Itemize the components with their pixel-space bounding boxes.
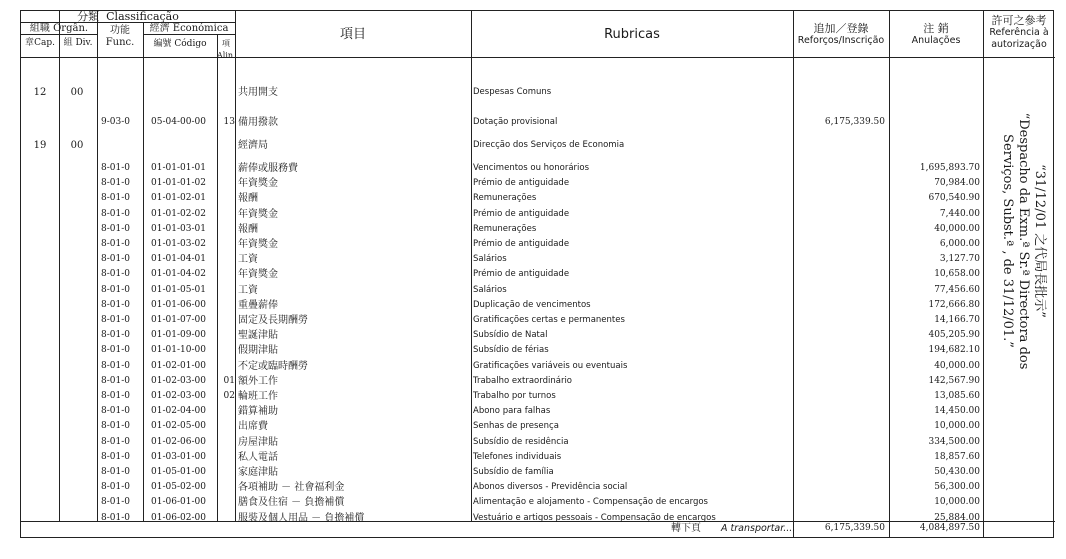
item-name-zh: 工資 <box>238 284 258 296</box>
item-name-zh: 報酬 <box>238 193 258 205</box>
table-row <box>21 374 1055 389</box>
item-name-zh: 各項補助 － 社會福利金 <box>238 482 345 494</box>
anulacao-amount: 40,000.00 <box>934 360 980 371</box>
table-row <box>21 419 1055 434</box>
economic-code: 01-02-06-00 <box>151 436 206 447</box>
functional-code: 8-01-0 <box>101 284 130 295</box>
item-name-zh: 額外工作 <box>238 375 278 387</box>
functional-code: 8-01-0 <box>101 421 130 432</box>
item-name-zh: 年資獎金 <box>238 269 278 281</box>
item-name-zh: 聖誕津貼 <box>238 330 278 342</box>
anulacao-amount: 10,000.00 <box>934 497 980 508</box>
rubrica-name: Remunerações <box>473 223 537 234</box>
economic-code: 05-04-00-00 <box>151 117 206 127</box>
rubrica-name: Subsídio de família <box>473 467 554 477</box>
table-row <box>21 328 1055 343</box>
functional-code: 8-01-0 <box>101 375 130 386</box>
economic-code: 01-02-03-00 <box>151 391 206 401</box>
functional-code: 8-01-0 <box>101 299 130 310</box>
item-name-zh: 工資 <box>238 254 258 266</box>
header-anulacoes: 注 銷 Anulações <box>911 22 961 46</box>
rubrica-name: Trabalho extraordinário <box>473 375 573 386</box>
economic-code: 01-05-02-00 <box>151 482 206 493</box>
anulacao-amount: 14,450.00 <box>934 406 980 417</box>
transport-label-pt: A transportar.... <box>721 523 796 534</box>
table-row <box>21 283 1055 298</box>
division-code: 00 <box>70 87 84 98</box>
transport-anulacoes-total: 4,084,897.50 <box>919 523 980 533</box>
rubrica-name: Vencimentos ou honorários <box>473 163 590 173</box>
anulacao-amount: 50,430.00 <box>934 467 980 477</box>
functional-code: 8-01-0 <box>101 497 130 508</box>
autorizacao-note <box>993 51 1053 531</box>
anulacao-amount: 14,166.70 <box>934 315 980 325</box>
header-alin: 項Alin. <box>217 39 236 60</box>
division-code: 00 <box>70 140 84 151</box>
functional-code: 8-01-0 <box>101 345 130 356</box>
reforco-amount: 6,175,339.50 <box>824 117 885 127</box>
header-econ: 經濟 Económica <box>149 23 229 34</box>
economic-code: 01-01-03-02 <box>151 239 206 249</box>
anulacao-amount: 7,440.00 <box>939 208 980 219</box>
item-name-zh: 備用撥款 <box>238 117 278 128</box>
table-row <box>21 267 1055 282</box>
anulacao-amount: 670,540.90 <box>928 193 980 204</box>
table-row <box>21 176 1055 191</box>
item-name-zh: 薪俸或服務費 <box>238 163 298 174</box>
transport-label-zh: 轉下頁 <box>671 523 701 534</box>
rubrica-name: Remunerações <box>473 193 537 204</box>
rubrica-name: Alimentação e alojamento - Compensação de encargos <box>473 497 708 508</box>
table-row <box>21 465 1055 480</box>
rubrica-name: Gratificações certas e permanentes <box>473 315 625 325</box>
header-div: 組 Div. <box>63 38 93 48</box>
item-name-zh: 私人電話 <box>238 451 278 463</box>
autorizacao-line: Serviços, Subst.ª , de 31/12/01.” <box>1000 134 1015 348</box>
table-row <box>21 222 1055 237</box>
table-row <box>21 480 1055 495</box>
chapter-code: 12 <box>33 87 47 98</box>
rubrica-name: Subsídio de Natal <box>473 330 548 341</box>
anulacao-amount: 13,085.60 <box>934 391 980 401</box>
item-name-zh: 固定及長期酬勞 <box>238 315 308 326</box>
functional-code: 8-01-0 <box>101 163 130 173</box>
anulacao-amount: 10,658.00 <box>934 269 980 280</box>
economic-code: 01-01-02-02 <box>151 208 206 219</box>
economic-code: 01-02-05-00 <box>151 421 206 432</box>
alinea-code: 02 <box>223 391 235 401</box>
economic-code: 01-01-05-01 <box>151 284 206 295</box>
anulacao-amount: 6,000.00 <box>939 239 980 249</box>
economic-code: 01-01-01-01 <box>151 163 206 173</box>
header-item: 項目 <box>339 27 366 42</box>
anulacao-amount: 70,984.00 <box>934 178 980 189</box>
functional-code: 8-01-0 <box>101 482 130 493</box>
functional-code: 8-01-0 <box>101 391 130 401</box>
header-organ: 組職 Orgân. <box>29 23 89 34</box>
table-row <box>21 85 1055 100</box>
header-reforcos: 追加／登錄 Reforços/Inscrição <box>797 22 885 46</box>
table-row <box>21 252 1055 267</box>
functional-code: 8-01-0 <box>101 330 130 341</box>
anulacao-amount: 405,205.90 <box>928 330 980 341</box>
rubrica-name: Prémio de antiguidade <box>473 269 570 280</box>
item-name-zh: 經濟局 <box>238 140 268 151</box>
anulacao-amount: 56,300.00 <box>934 482 980 493</box>
rubrica-name: Duplicação de vencimentos <box>473 299 591 310</box>
table-row <box>21 237 1055 252</box>
transport-reforcos-total: 6,175,339.50 <box>824 523 885 533</box>
rubrica-name: Prémio de antiguidade <box>473 208 570 219</box>
header-cod: 編號 Código <box>153 39 207 49</box>
rubrica-name: Salários <box>473 254 507 265</box>
item-name-zh: 重疊薪俸 <box>238 299 278 311</box>
functional-code: 8-01-0 <box>101 193 130 204</box>
table-row <box>21 313 1055 328</box>
functional-code: 8-01-0 <box>101 467 130 477</box>
header-classificacao: 分類 Classificação <box>77 10 179 23</box>
budget-sheet <box>20 10 1054 538</box>
functional-code: 8-01-0 <box>101 436 130 447</box>
item-name-zh: 不定或臨時酬勞 <box>238 360 308 372</box>
economic-code: 01-02-03-00 <box>151 375 206 386</box>
functional-code: 8-01-0 <box>101 360 130 371</box>
table-row <box>21 404 1055 419</box>
table-row <box>21 343 1055 358</box>
rubrica-name: Prémio de antiguidade <box>473 239 570 249</box>
item-name-zh: 膳食及住宿 － 負擔補償 <box>238 497 345 509</box>
rubrica-name: Trabalho por turnos <box>473 391 556 401</box>
economic-code: 01-01-10-00 <box>151 345 206 356</box>
economic-code: 01-05-01-00 <box>151 467 206 477</box>
header-referencia: 許可之參考 Referência à autorização <box>989 14 1049 50</box>
item-name-zh: 假期津貼 <box>238 345 278 357</box>
autorizacao-line: “31/12/01 之代局長批示” <box>1032 164 1047 318</box>
economic-code: 01-01-09-00 <box>151 330 206 341</box>
rubrica-name: Subsídio de residência <box>473 436 569 447</box>
rubrica-name: Salários <box>473 284 507 295</box>
transport-row <box>21 521 1055 536</box>
rubrica-name: Despesas Comuns <box>473 87 552 97</box>
rubrica-name: Telefones individuais <box>473 451 562 462</box>
item-name-zh: 出席費 <box>238 421 268 433</box>
functional-code: 8-01-0 <box>101 269 130 280</box>
economic-code: 01-01-07-00 <box>151 315 206 325</box>
item-name-zh: 家庭津貼 <box>238 467 278 478</box>
table-row <box>21 191 1055 206</box>
functional-code: 9-03-0 <box>101 117 130 127</box>
table-row <box>21 115 1055 130</box>
item-name-zh: 年資獎金 <box>238 178 278 190</box>
economic-code: 01-03-01-00 <box>151 451 206 462</box>
alinea-code: 13 <box>223 117 235 127</box>
item-name-zh: 年資獎金 <box>238 239 278 250</box>
economic-code: 01-02-01-00 <box>151 360 206 371</box>
table-row <box>21 389 1055 404</box>
anulacao-amount: 172,666.80 <box>928 299 980 310</box>
rubrica-name: Dotação provisional <box>473 117 558 127</box>
functional-code: 8-01-0 <box>101 239 130 249</box>
functional-code: 8-01-0 <box>101 223 130 234</box>
rubrica-name: Abonos diversos - Previdência social <box>473 482 628 493</box>
rubrica-name: Prémio de antiguidade <box>473 178 570 189</box>
economic-code: 01-01-01-02 <box>151 178 206 189</box>
economic-code: 01-01-04-01 <box>151 254 206 265</box>
economic-code: 01-01-03-01 <box>151 223 206 234</box>
header-rule <box>21 57 1055 58</box>
anulacao-amount: 77,456.60 <box>934 284 980 295</box>
economic-code: 01-06-01-00 <box>151 497 206 508</box>
functional-code: 8-01-0 <box>101 512 130 523</box>
table-row <box>21 435 1055 450</box>
rubrica-name: Vestuário e artigos pessoais - Compensação de encargos <box>473 512 716 523</box>
anulacao-amount: 3,127.70 <box>939 254 980 265</box>
economic-code: 01-02-04-00 <box>151 406 206 417</box>
rubrica-name: Senhas de presença <box>473 421 559 432</box>
item-name-zh: 共用開支 <box>238 87 278 98</box>
table-row <box>21 207 1055 222</box>
table-row <box>21 450 1055 465</box>
economic-code: 01-06-02-00 <box>151 512 206 523</box>
table-row <box>21 359 1055 374</box>
functional-code: 8-01-0 <box>101 406 130 417</box>
table-row <box>21 161 1055 176</box>
functional-code: 8-01-0 <box>101 254 130 265</box>
anulacao-amount: 10,000.00 <box>934 421 980 432</box>
anulacao-amount: 25,884.00 <box>934 512 980 523</box>
header-cap: 章Cap. <box>25 38 55 48</box>
anulacao-amount: 1,695,893.70 <box>919 163 980 173</box>
item-name-zh: 房屋津貼 <box>238 436 278 448</box>
table-row <box>21 138 1055 153</box>
alinea-code: 01 <box>223 375 235 386</box>
header-func: 功能 Func. <box>105 25 135 48</box>
economic-code: 01-01-04-02 <box>151 269 206 280</box>
item-name-zh: 輪班工作 <box>238 391 278 402</box>
chapter-code: 19 <box>33 140 47 151</box>
autorizacao-line: “Despacho da Exm.ª Sr.ª Directora dos <box>1016 112 1031 370</box>
item-name-zh: 年資獎金 <box>238 208 278 220</box>
rubrica-name: Direcção dos Serviços de Economia <box>473 140 625 150</box>
anulacao-amount: 40,000.00 <box>934 223 980 234</box>
functional-code: 8-01-0 <box>101 315 130 325</box>
table-row <box>21 495 1055 510</box>
anulacao-amount: 334,500.00 <box>928 436 980 447</box>
item-name-zh: 服裝及個人用品 － 負擔補償 <box>238 512 365 524</box>
functional-code: 8-01-0 <box>101 451 130 462</box>
item-name-zh: 報酬 <box>238 223 258 235</box>
anulacao-amount: 142,567.90 <box>928 375 980 386</box>
anulacao-amount: 18,857.60 <box>934 451 980 462</box>
table-row <box>21 298 1055 313</box>
functional-code: 8-01-0 <box>101 178 130 189</box>
rubrica-name: Subsídio de férias <box>473 345 549 356</box>
functional-code: 8-01-0 <box>101 208 130 219</box>
header-rubricas: Rubricas <box>604 27 660 42</box>
economic-code: 01-01-02-01 <box>151 193 206 204</box>
item-name-zh: 錯算補助 <box>238 406 278 418</box>
economic-code: 01-01-06-00 <box>151 299 206 310</box>
anulacao-amount: 194,682.10 <box>928 345 980 356</box>
rubrica-name: Abono para falhas <box>473 406 551 417</box>
rubrica-name: Gratificações variáveis ou eventuais <box>473 360 628 371</box>
